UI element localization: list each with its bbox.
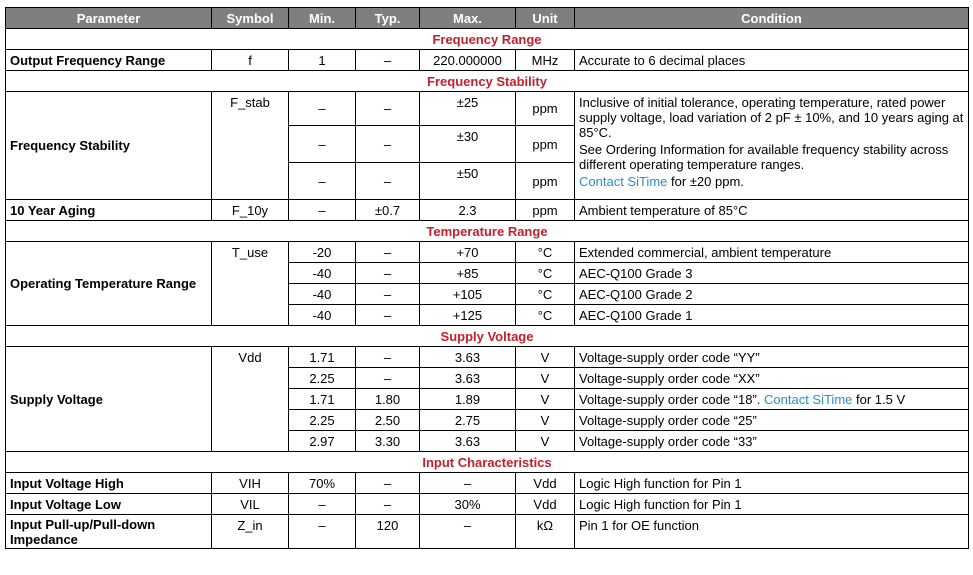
condition-cell: AEC-Q100 Grade 3 (575, 263, 969, 284)
header-symbol: Symbol (212, 8, 289, 29)
unit-cell: °C (516, 284, 575, 305)
section-supply-voltage: Supply Voltage (6, 326, 969, 347)
unit-cell: ppm (516, 126, 575, 163)
symbol-cell: VIL (212, 494, 289, 515)
unit-cell: °C (516, 305, 575, 326)
table-row (6, 242, 969, 263)
table-row (6, 494, 969, 515)
max-cell: ±25 (420, 92, 516, 126)
param-cell: Input Pull-up/Pull-down Impedance (6, 515, 212, 549)
min-cell: – (289, 92, 356, 126)
header-max: Max. (420, 8, 516, 29)
unit-cell: ppm (516, 200, 575, 221)
unit-cell: V (516, 389, 575, 410)
max-cell: +70 (420, 242, 516, 263)
typ-cell: – (356, 473, 420, 494)
max-cell: 2.75 (420, 410, 516, 431)
typ-cell: 120 (356, 515, 420, 549)
unit-cell: Vdd (516, 473, 575, 494)
header-typ: Typ. (356, 8, 420, 29)
header-row (6, 8, 969, 29)
min-cell: – (289, 515, 356, 549)
condition-cell: Voltage-supply order code “25” (575, 410, 969, 431)
param-cell: Input Voltage High (6, 473, 212, 494)
param-cell: Supply Voltage (6, 347, 212, 452)
header-min: Min. (289, 8, 356, 29)
typ-cell: – (356, 126, 420, 163)
condition-text-rest: for 1.5 V (852, 391, 906, 407)
typ-cell: – (356, 494, 420, 515)
table-row (6, 50, 969, 71)
min-cell: – (289, 494, 356, 515)
max-cell: 220.000000 (420, 50, 516, 71)
min-cell: 1.71 (289, 389, 356, 410)
contact-sitime-link[interactable]: Contact SiTime (579, 174, 668, 189)
spec-table (5, 7, 969, 549)
typ-cell: – (356, 368, 420, 389)
min-cell: 70% (289, 473, 356, 494)
section-row (6, 452, 969, 473)
section-row (6, 71, 969, 92)
table-row (6, 473, 969, 494)
condition-cell: Voltage-supply order code “XX” (575, 368, 969, 389)
param-cell: Operating Temperature Range (6, 242, 212, 326)
header-parameter: Parameter (6, 8, 212, 29)
typ-cell: – (356, 92, 420, 126)
condition-cell (575, 92, 969, 200)
symbol-cell: F_10y (212, 200, 289, 221)
max-cell: +125 (420, 305, 516, 326)
max-cell: +85 (420, 263, 516, 284)
min-cell: – (289, 200, 356, 221)
header-unit: Unit (516, 8, 575, 29)
typ-cell: – (356, 284, 420, 305)
condition-cell: Logic High function for Pin 1 (575, 473, 969, 494)
condition-cell: Ambient temperature of 85°C (575, 200, 969, 221)
table-row (6, 92, 969, 126)
condition-cell: Pin 1 for OE function (575, 515, 969, 549)
unit-cell: Vdd (516, 494, 575, 515)
condition-cell (575, 389, 969, 410)
condition-cell: Voltage-supply order code “33” (575, 431, 969, 452)
symbol-cell: Vdd (212, 347, 289, 452)
symbol-cell: T_use (212, 242, 289, 326)
unit-cell: °C (516, 263, 575, 284)
header-condition: Condition (575, 8, 969, 29)
table-row (6, 347, 969, 368)
condition-cell: Logic High function for Pin 1 (575, 494, 969, 515)
section-row (6, 29, 969, 50)
condition-text: Voltage-supply order code “18”. (579, 391, 764, 407)
typ-cell: – (356, 305, 420, 326)
typ-cell: – (356, 163, 420, 200)
typ-cell: 2.50 (356, 410, 420, 431)
param-cell: Output Frequency Range (6, 50, 212, 71)
section-row (6, 221, 969, 242)
section-temperature-range: Temperature Range (6, 221, 969, 242)
typ-cell: – (356, 242, 420, 263)
symbol-cell: F_stab (212, 92, 289, 200)
min-cell: 2.97 (289, 431, 356, 452)
unit-cell: °C (516, 242, 575, 263)
typ-cell: 3.30 (356, 431, 420, 452)
condition-cell: Extended commercial, ambient temperature (575, 242, 969, 263)
param-cell: Input Voltage Low (6, 494, 212, 515)
contact-sitime-link[interactable]: Contact SiTime (764, 391, 853, 407)
min-cell: 1 (289, 50, 356, 71)
condition-text: Inclusive of initial tolerance, operating temperature, rated power supply voltage, load variation of 2 pF ± 10%, and 10 years aging at 85°C. (579, 95, 964, 140)
unit-cell: V (516, 347, 575, 368)
unit-cell: V (516, 410, 575, 431)
min-cell: 2.25 (289, 410, 356, 431)
typ-cell: – (356, 50, 420, 71)
unit-cell: ppm (516, 92, 575, 126)
condition-cell: Voltage-supply order code “YY” (575, 347, 969, 368)
min-cell: 1.71 (289, 347, 356, 368)
symbol-cell: VIH (212, 473, 289, 494)
max-cell: ±50 (420, 163, 516, 200)
max-cell: 30% (420, 494, 516, 515)
table-row (6, 200, 969, 221)
symbol-cell: f (212, 50, 289, 71)
typ-cell: – (356, 263, 420, 284)
condition-cell: AEC-Q100 Grade 2 (575, 284, 969, 305)
unit-cell: kΩ (516, 515, 575, 549)
min-cell: 2.25 (289, 368, 356, 389)
param-cell: 10 Year Aging (6, 200, 212, 221)
min-cell: -20 (289, 242, 356, 263)
unit-cell: MHz (516, 50, 575, 71)
section-row (6, 326, 969, 347)
max-cell: ±30 (420, 126, 516, 163)
unit-cell: V (516, 368, 575, 389)
min-cell: – (289, 163, 356, 200)
condition-text-rest: for ±20 ppm. (667, 174, 744, 189)
max-cell: +105 (420, 284, 516, 305)
section-input-characteristics: Input Characteristics (6, 452, 969, 473)
typ-cell: – (356, 347, 420, 368)
typ-cell: 1.80 (356, 389, 420, 410)
condition-cell: Accurate to 6 decimal places (575, 50, 969, 71)
max-cell: 3.63 (420, 368, 516, 389)
section-frequency-range: Frequency Range (6, 29, 969, 50)
section-frequency-stability: Frequency Stability (6, 71, 969, 92)
typ-cell: ±0.7 (356, 200, 420, 221)
min-cell: – (289, 126, 356, 163)
param-cell: Frequency Stability (6, 92, 212, 200)
max-cell: 3.63 (420, 347, 516, 368)
max-cell: – (420, 515, 516, 549)
max-cell: – (420, 473, 516, 494)
condition-cell: AEC-Q100 Grade 1 (575, 305, 969, 326)
max-cell: 2.3 (420, 200, 516, 221)
min-cell: -40 (289, 263, 356, 284)
symbol-cell: Z_in (212, 515, 289, 549)
unit-cell: V (516, 431, 575, 452)
condition-text (579, 174, 964, 189)
max-cell: 3.63 (420, 431, 516, 452)
condition-text: See Ordering Information for available frequency stability across different operating temperature ranges. (579, 142, 949, 172)
max-cell: 1.89 (420, 389, 516, 410)
table-row (6, 515, 969, 549)
unit-cell: ppm (516, 163, 575, 200)
min-cell: -40 (289, 305, 356, 326)
min-cell: -40 (289, 284, 356, 305)
